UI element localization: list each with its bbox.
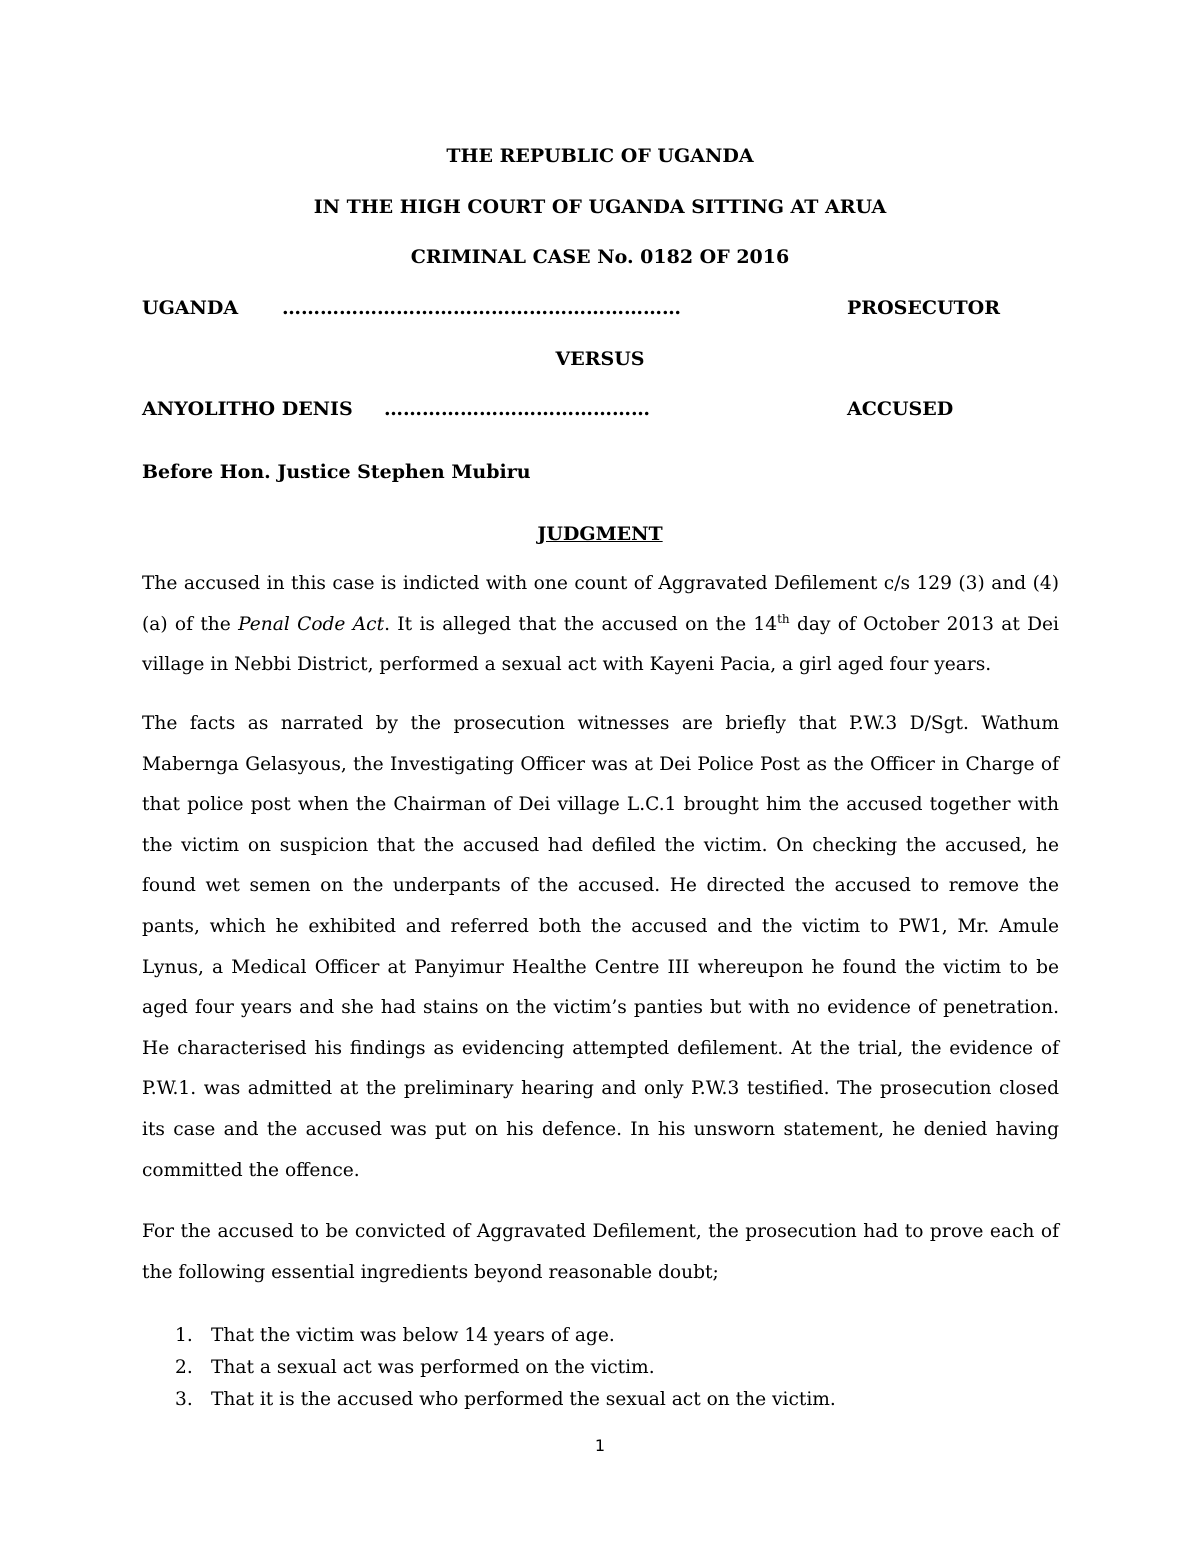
list-text: That a sexual act was performed on the victim. xyxy=(211,1357,655,1378)
ordinal-suffix: th xyxy=(777,611,790,626)
list-text: That it is the accused who performed the sexual act on the victim. xyxy=(211,1389,836,1410)
indictment-text-1: The accused in this case is indicted with one count of Aggravated Defilement c/s 129 (3) and (4) (a) of the xyxy=(142,573,1059,635)
prosecution-row xyxy=(142,296,1062,320)
accused-name: ANYOLITHO DENIS xyxy=(142,398,353,420)
list-item xyxy=(142,1320,1059,1352)
court-heading: IN THE HIGH COURT OF UGANDA SITTING AT ARUA xyxy=(313,196,887,218)
ingredients-list xyxy=(142,1320,1059,1416)
list-number: 3. xyxy=(175,1389,193,1410)
page-number: 1 xyxy=(594,1436,606,1455)
accused-role: ACCUSED xyxy=(847,398,954,420)
versus-heading: VERSUS xyxy=(555,348,645,370)
indictment-paragraph xyxy=(142,564,1059,686)
coram-line: Before Hon. Justice Stephen Mubiru xyxy=(142,461,531,483)
prosecution-role: PROSECUTOR xyxy=(847,297,1001,319)
list-text: That the victim was below 14 years of age. xyxy=(211,1325,615,1346)
statute-name: Penal Code Act xyxy=(238,613,385,635)
facts-paragraph: The facts as narrated by the prosecution witnesses are briefly that P.W.3 D/Sgt. Wathum Mabernga Gelasyous, the Investigating Officer was at Dei Police Post as the Officer in Charge of that police post when the Chairman of Dei village L.C.1 brought him the accused together with the victim on suspicion that the accused had defiled the victim. On checking the accused, he found wet semen on the underpants of the accused. He directed the accused to remove the pants, which he exhibited and referred both the accused and the victim to PW1, Mr. Amule Lynus, a Medical Officer at Panyimur Healthe Centre III whereupon he found the victim to be aged four years and she had stains on the victim’s panties but with no evidence of penetration. He characterised his findings as evidencing attempted defilement. At the trial, the evidence of P.W.1. was admitted at the preliminary hearing and only P.W.3 testified. The prosecution closed its case and the accused was put on his defence. In his unsworn statement, he denied having committed the offence. xyxy=(142,713,1059,1181)
prosecution-leader-dots: ……………………………………………………… xyxy=(282,297,681,319)
ingredients-intro-paragraph: For the accused to be convicted of Aggravated Defilement, the prosecution had to prove each of the following essential ingredients beyond reasonable doubt; xyxy=(142,1221,1059,1283)
republic-heading: THE REPUBLIC OF UGANDA xyxy=(446,145,754,167)
indictment-text-3: day of October 2013 at Dei village in Nebbi District, performed a sexual act with Kayeni Pacia, a girl aged four years. xyxy=(142,613,1060,676)
accused-leader-dots: …………………………………… xyxy=(384,398,650,420)
prosecution-name: UGANDA xyxy=(142,297,239,319)
list-item xyxy=(142,1352,1059,1384)
judgment-title: JUDGMENT xyxy=(537,523,663,545)
accused-row xyxy=(142,397,1062,421)
list-number: 2. xyxy=(175,1357,193,1378)
list-number: 1. xyxy=(175,1325,193,1346)
case-number: CRIMINAL CASE No. 0182 OF 2016 xyxy=(410,246,790,268)
list-item xyxy=(142,1384,1059,1416)
indictment-text-2: . It is alleged that the accused on the 14 xyxy=(384,613,778,635)
